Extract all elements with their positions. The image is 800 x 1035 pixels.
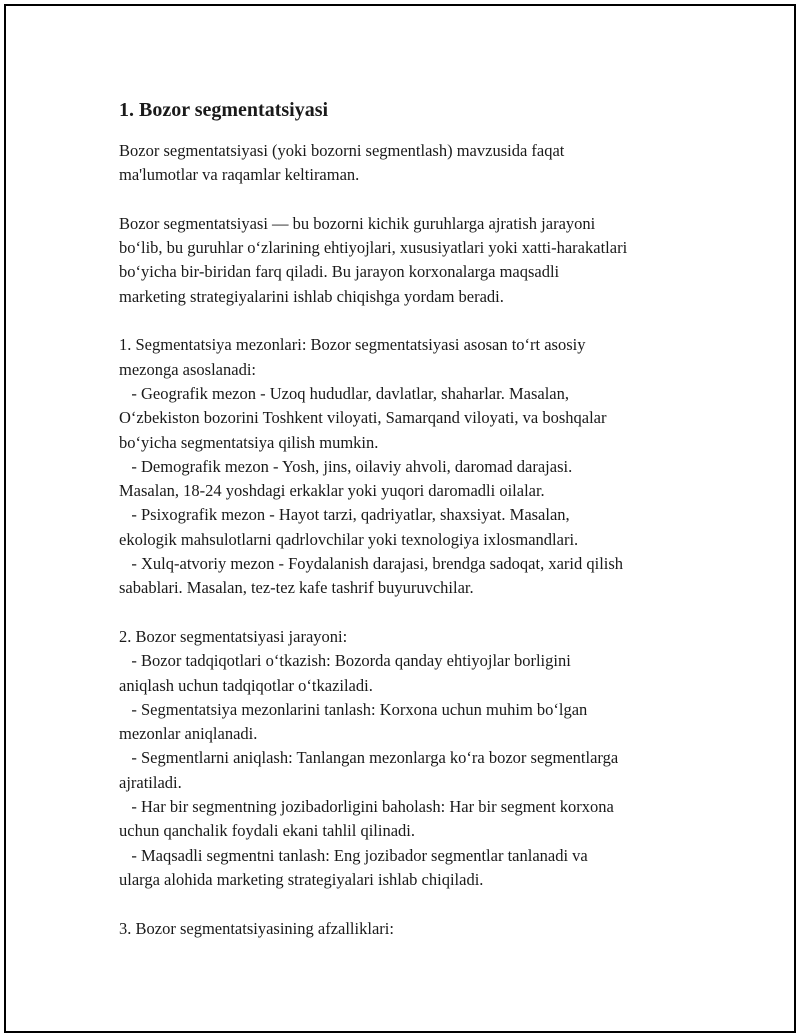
document-content: [119, 95, 719, 965]
paragraph-process: 2. Bozor segmentatsiyasi jarayoni: - Bozor tadqiqotlari o‘tkazish: Bozorda qanday ehtiyojlar borligini aniqlash uchun tadqiqotlar o‘tkaziladi. - Segmentatsiya mezonlarini tanlash: Korxona uchun muhim bo‘lgan mezonlar aniqlanadi. - Segmentlarni aniqlash: Tanlangan mezonlarga ko‘ra bozor segmentlarga ajratiladi. - Har bir segmentning jozibadorligini baholash: Har bir segment korxona uchun qanchalik foydali ekani tahlil qilinadi. - Maqsadli segmentni tanlash: Eng jozibador segmentlar tanlanadi va ularga alohida marketing strategiyalari ishlab chiqiladi.: [119, 626, 619, 889]
paragraph-criteria: 1. Segmentatsiya mezonlari: Bozor segmentatsiyasi asosan to‘rt asosiy mezonga asoslanadi: - Geografik mezon - Uzoq hududlar, davlatlar, shaharlar. Masalan, O‘zbekiston bozorini Toshkent viloyati, Samarqand viloyati, va boshqalar bo‘yicha segmentatsiya qilish mumkin. - Demografik mezon - Yosh, jins, oilaviy ahvoli, daromad darajasi. Masalan, 18-24 yoshdagi erkaklar yoki yuqori daromadli oilalar. - Psixografik mezon - Hayot tarzi, qadriyatlar, shaxsiyat. Masalan, ekologik mahsulotlarni qadrlovchilar yoki texnologiya ixlosmandlari. - Xulq-atvoriy mezon - Foydalanish darajasi, brendga sadoqat, xarid qilish sabablari. Masalan, tez-tez kafe tashrif buyuruvchilar.: [119, 335, 624, 598]
paragraph-intro: Bozor segmentatsiyasi (yoki bozorni segmentlash) mavzusida faqat ma'lumotlar va raqamlar keltiraman.: [119, 141, 565, 185]
paragraph-definition: Bozor segmentatsiyasi — bu bozorni kichik guruhlarga ajratish jarayoni bo‘lib, bu guruhlar o‘zlarining ehtiyojlari, xususiyatlari yoki xatti-harakatlari bo‘yicha bir-biridan farq qiladi. Bu jarayon korxonalarga maqsadli marketing strategiyalarini ishlab chiqishga yordam beradi.: [119, 213, 628, 306]
document-title: 1. Bozor segmentatsiyasi: [119, 99, 329, 121]
document-page: [4, 4, 796, 1033]
paragraph-advantages-heading: 3. Bozor segmentatsiyasining afzalliklari:: [119, 918, 394, 938]
